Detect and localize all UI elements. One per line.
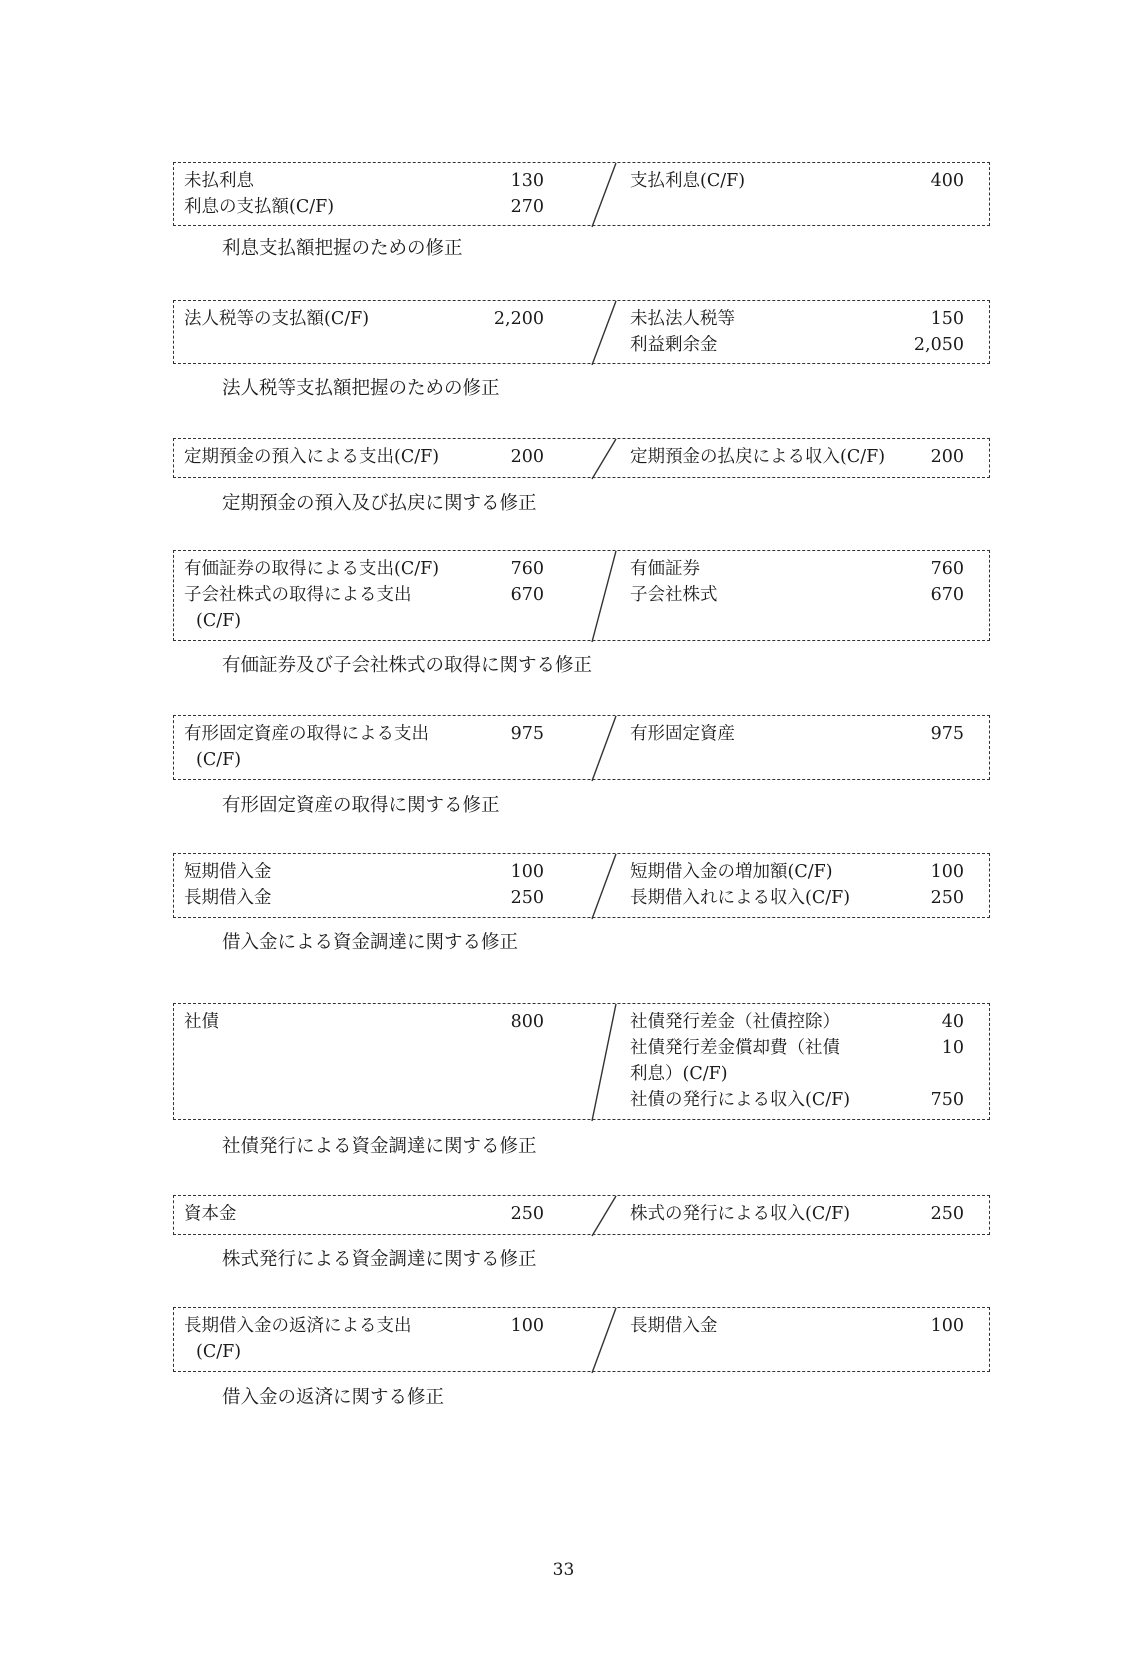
debit-amount: 100 (510, 862, 544, 882)
debit-account-label: 資本金 (184, 1204, 237, 1224)
debit-account-label: 長期借入金の返済による支出 (184, 1316, 412, 1336)
entry-caption: 定期預金の預入及び払戻に関する修正 (222, 493, 537, 514)
credit-account-label: 短期借入金の増加額(C/F) (630, 862, 833, 882)
debit-amount: 975 (510, 724, 544, 744)
debit-account-label: (C/F) (196, 611, 242, 631)
credit-account-label: 利息）(C/F) (630, 1064, 728, 1084)
debit-credit-divider (174, 854, 989, 917)
debit-account-label: 定期預金の預入による支出(C/F) (184, 447, 440, 467)
entry-caption: 利息支払額把握のための修正 (222, 238, 463, 259)
credit-amount: 10 (941, 1038, 964, 1058)
journal-entry (173, 715, 990, 780)
credit-account-label: 長期借入金 (630, 1316, 718, 1336)
credit-amount: 975 (930, 724, 964, 744)
credit-amount: 760 (930, 559, 964, 579)
journal-entry (173, 1195, 990, 1235)
credit-amount: 750 (930, 1090, 964, 1110)
debit-account-label: 子会社株式の取得による支出 (184, 585, 412, 605)
credit-account-label: 未払法人税等 (630, 309, 735, 329)
credit-amount: 40 (941, 1012, 964, 1032)
credit-amount: 2,050 (913, 335, 964, 355)
debit-credit-divider (174, 1196, 989, 1234)
debit-amount: 670 (510, 585, 544, 605)
credit-account-label: 長期借入れによる収入(C/F) (630, 888, 851, 908)
debit-account-label: 長期借入金 (184, 888, 272, 908)
credit-account-label: 有形固定資産 (630, 724, 735, 744)
debit-amount: 100 (510, 1316, 544, 1336)
credit-account-label: 定期預金の払戻による収入(C/F) (630, 447, 886, 467)
journal-entry (173, 300, 990, 364)
entry-caption: 社債発行による資金調達に関する修正 (222, 1136, 537, 1157)
debit-credit-divider (174, 1004, 989, 1119)
entry-caption: 借入金の返済に関する修正 (222, 1387, 445, 1408)
credit-account-label: 利益剰余金 (630, 335, 718, 355)
journal-entry (173, 1307, 990, 1372)
credit-amount: 250 (930, 1204, 964, 1224)
debit-amount: 2,200 (493, 309, 544, 329)
credit-account-label: 社債発行差金（社債控除） (630, 1012, 840, 1032)
debit-account-label: 法人税等の支払額(C/F) (184, 309, 370, 329)
credit-amount: 200 (930, 447, 964, 467)
entry-caption: 法人税等支払額把握のための修正 (222, 378, 500, 399)
debit-amount: 250 (510, 1204, 544, 1224)
debit-account-label: 有価証券の取得による支出(C/F) (184, 559, 440, 579)
debit-amount: 200 (510, 447, 544, 467)
journal-entry (173, 853, 990, 918)
debit-account-label: 利息の支払額(C/F) (184, 197, 335, 217)
debit-amount: 760 (510, 559, 544, 579)
credit-account-label: 社債の発行による収入(C/F) (630, 1090, 851, 1110)
credit-amount: 400 (930, 171, 964, 191)
entry-caption: 借入金による資金調達に関する修正 (222, 932, 519, 953)
credit-account-label: 社債発行差金償却費（社債 (630, 1038, 840, 1058)
entry-caption: 有価証券及び子会社株式の取得に関する修正 (222, 655, 593, 676)
credit-amount: 100 (930, 862, 964, 882)
credit-account-label: 有価証券 (630, 559, 700, 579)
debit-amount: 250 (510, 888, 544, 908)
journal-entry (173, 162, 990, 226)
credit-account-label: 株式の発行による収入(C/F) (630, 1204, 851, 1224)
debit-account-label: 短期借入金 (184, 862, 272, 882)
journal-entry (173, 1003, 990, 1120)
debit-account-label: 社債 (184, 1012, 219, 1032)
credit-amount: 250 (930, 888, 964, 908)
page-number: 33 (552, 1560, 575, 1580)
debit-account-label: 未払利息 (184, 171, 254, 191)
credit-amount: 100 (930, 1316, 964, 1336)
debit-amount: 130 (510, 171, 544, 191)
debit-account-label: 有形固定資産の取得による支出 (184, 724, 429, 744)
credit-amount: 150 (930, 309, 964, 329)
debit-amount: 800 (510, 1012, 544, 1032)
journal-entry (173, 550, 990, 641)
credit-account-label: 支払利息(C/F) (630, 171, 746, 191)
debit-account-label: (C/F) (196, 750, 242, 770)
entry-caption: 株式発行による資金調達に関する修正 (222, 1249, 537, 1270)
debit-account-label: (C/F) (196, 1342, 242, 1362)
journal-entry (173, 438, 990, 478)
debit-amount: 270 (510, 197, 544, 217)
credit-account-label: 子会社株式 (630, 585, 718, 605)
entry-caption: 有形固定資産の取得に関する修正 (222, 795, 500, 816)
credit-amount: 670 (930, 585, 964, 605)
